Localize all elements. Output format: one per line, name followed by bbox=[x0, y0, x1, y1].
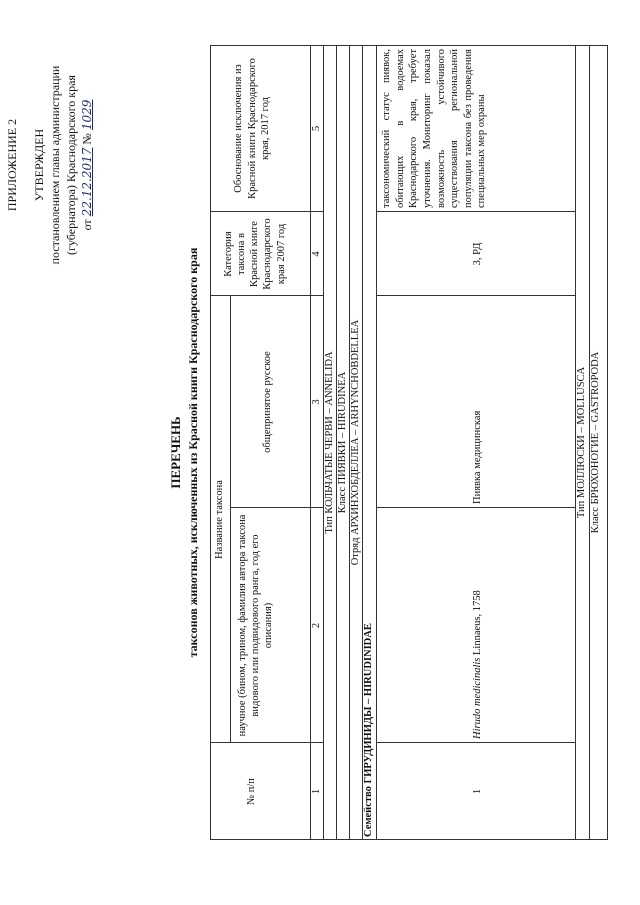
row-1-scientific-name bbox=[472, 511, 485, 739]
approved-label: УТВЕРЖДЕН bbox=[32, 128, 46, 202]
header-justification: Обоснование исключения из Красной книги Краснодарского края, 2017 год bbox=[233, 58, 272, 199]
group-class-gastropoda: Класс БРЮХОНОГИЕ – GASTROPODA bbox=[590, 351, 601, 534]
row-1-number: 1 bbox=[472, 788, 483, 795]
from-label: от bbox=[80, 219, 94, 231]
document-subtitle: таксонов животных, исключенных из Красной книги Краснодарского края bbox=[186, 247, 200, 658]
appendix-label: ПРИЛОЖЕНИЕ 2 bbox=[5, 118, 19, 212]
col-number-1: 1 bbox=[311, 788, 322, 795]
row-1-author: Linnaeus, 1758 bbox=[472, 590, 483, 658]
approval-date: 22.12.2017 bbox=[80, 147, 94, 217]
approval-date-line bbox=[80, 5, 94, 325]
col-number-3: 3 bbox=[311, 399, 322, 405]
col-number-4: 4 bbox=[311, 251, 322, 257]
group-phylum-mollusca: Тип МОЛЛЮСКИ – MOLLUSCA bbox=[576, 366, 587, 519]
header-number: № п/п bbox=[246, 778, 257, 805]
row-1-justification: таксономический статус пиявок, обитающих в водоемах Краснодарского края, требует уточнения. Мониторинг показал возможность устойчивого существования региональной популяции таксона без проведения специальных мер охраны bbox=[381, 49, 488, 208]
group-class-hirudinea: Класс ПИЯВКИ – HIRUDINEA bbox=[337, 371, 348, 514]
group-phylum-annelida: Тип КОЛЬЧАТЫЕ ЧЕРВИ – ANNELIDA bbox=[324, 351, 335, 534]
header-russian-name: общепринятое русское bbox=[262, 351, 273, 453]
header-taxon-name: Название таксона bbox=[214, 480, 225, 559]
col-number-5: 5 bbox=[311, 125, 322, 132]
row-1-category: 3, РД bbox=[472, 242, 483, 266]
document-title: ПЕРЕЧЕНЬ bbox=[168, 416, 183, 489]
group-order-arhynchobdellea: Отряд АРХИНХОБДЕЛЛЕА – ARHYNCHOBDELLEA bbox=[350, 319, 361, 566]
header-scientific-name: научное (бином, трином, фамилия автора таксона видового или подвидового ранга, год его описания) bbox=[237, 514, 275, 737]
approval-line-2: (губернатора) Краснодарского края bbox=[64, 75, 78, 255]
col-number-2: 2 bbox=[311, 622, 322, 629]
approval-line-1: постановлением главы администрации bbox=[48, 65, 62, 265]
group-family-hirudinidae: Семейство ГИРУДИНИДЫ – HIRUDINIDAE bbox=[363, 623, 374, 837]
header-category: Категория таксона в Красной книге Краснодарского края 2007 год bbox=[223, 218, 287, 290]
taxa-table bbox=[210, 45, 608, 840]
row-1-russian-name: Пиявка медицинская bbox=[472, 410, 483, 504]
row-1-binomial: Hirudo medicinalis bbox=[472, 657, 483, 739]
approval-number: 1029 bbox=[80, 99, 94, 131]
number-label: № bbox=[80, 133, 94, 145]
